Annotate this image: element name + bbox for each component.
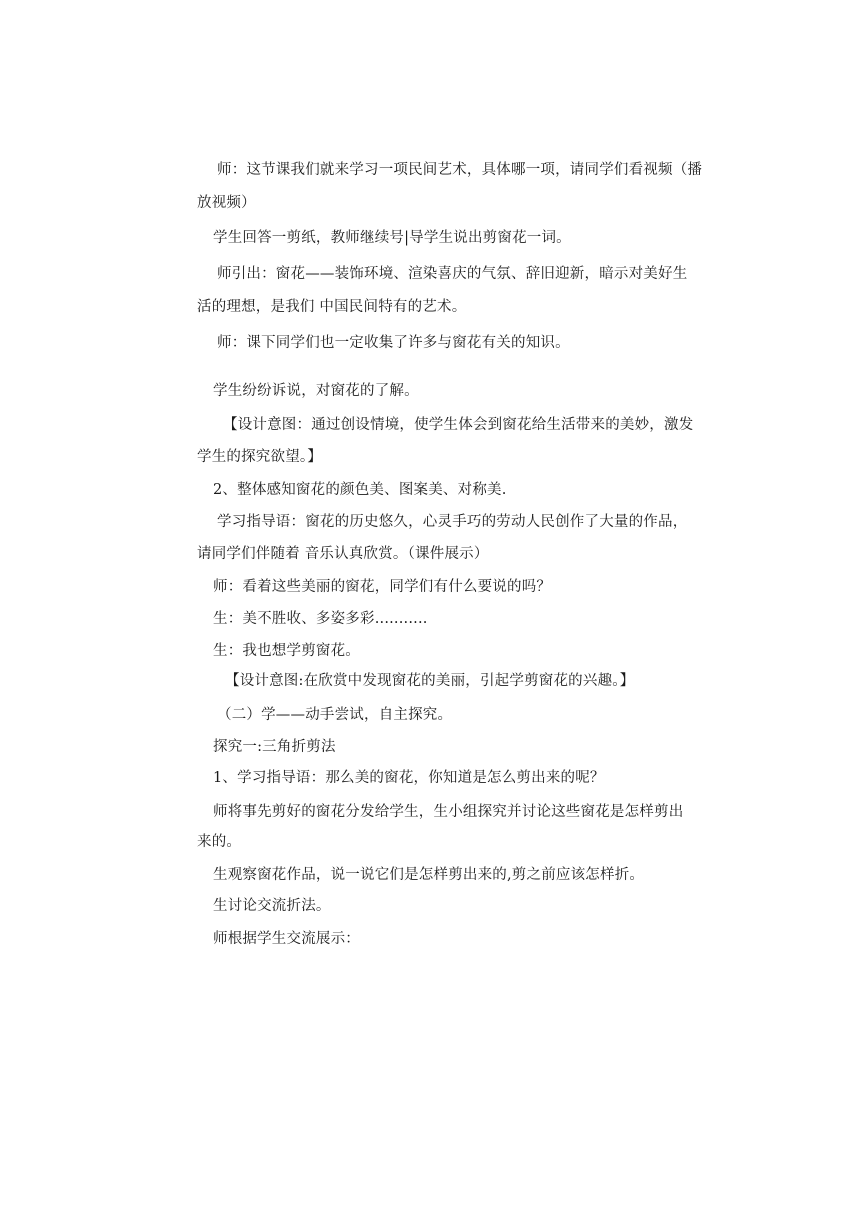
text-line: 来的。 <box>197 834 242 850</box>
text-line: 师引出：窗花——装饰环境、渲染喜庆的气氛、辞旧迎新，暗示对美好生 <box>217 266 688 282</box>
text-line: 师：这节课我们就来学习一项民间艺术，具体哪一项，请同学们看视频（播 <box>217 162 703 178</box>
text-line: 【设计意图：通过创设情境，使学生体会到窗花给生活带来的美妙，激发 <box>223 417 694 433</box>
text-line: 学生纷纷诉说，对窗花的了解。 <box>213 383 419 399</box>
text-line: 师：看着这些美丽的窗花，同学们有什么要说的吗？ <box>213 579 552 595</box>
text-line: 2、整体感知窗花的颜色美、图案美、对称美. <box>213 482 507 498</box>
text-line: （二）学——动手尝试，自主探究。 <box>217 707 453 723</box>
text-line: 探究一:三角折剪法 <box>213 739 336 755</box>
text-line: 请同学们伴随着 音乐认真欣赏。（课件展示） <box>197 546 489 562</box>
text-line: 活的理想，是我们 中国民间特有的艺术。 <box>197 299 467 315</box>
text-line: 1、学习指导语：那么美的窗花，你知道是怎么剪出来的呢？ <box>213 770 605 786</box>
text-line: 生讨论交流折法。 <box>213 898 331 914</box>
text-line: 师根据学生交流展示： <box>213 931 360 947</box>
text-line: 生观察窗花作品，说一说它们是怎样剪出来的,剪之前应该怎样折。 <box>213 867 645 883</box>
text-line: 放视频） <box>197 195 256 211</box>
text-line: 生：我也想学剪窗花。 <box>213 643 360 659</box>
text-line: 学生回答一剪纸，教师继续号|导学生说出剪窗花一词。 <box>213 230 571 246</box>
text-line: 学习指导语：窗花的历史悠久，心灵手巧的劳动人民创作了大量的作品， <box>217 514 688 530</box>
text-line: 生：美不胜收、多姿多彩........... <box>213 611 428 627</box>
text-line: 学生的探究欲望。】 <box>197 449 323 465</box>
text-line: 师：课下同学们也一定收集了许多与窗花有关的知识。 <box>217 335 570 351</box>
text-line: 【设计意图:在欣赏中发现窗花的美丽，引起学剪窗花的兴趣。】 <box>225 673 635 689</box>
text-line: 师将事先剪好的窗花分发给学生，生小组探究并讨论这些窗花是怎样剪出 <box>213 804 684 820</box>
